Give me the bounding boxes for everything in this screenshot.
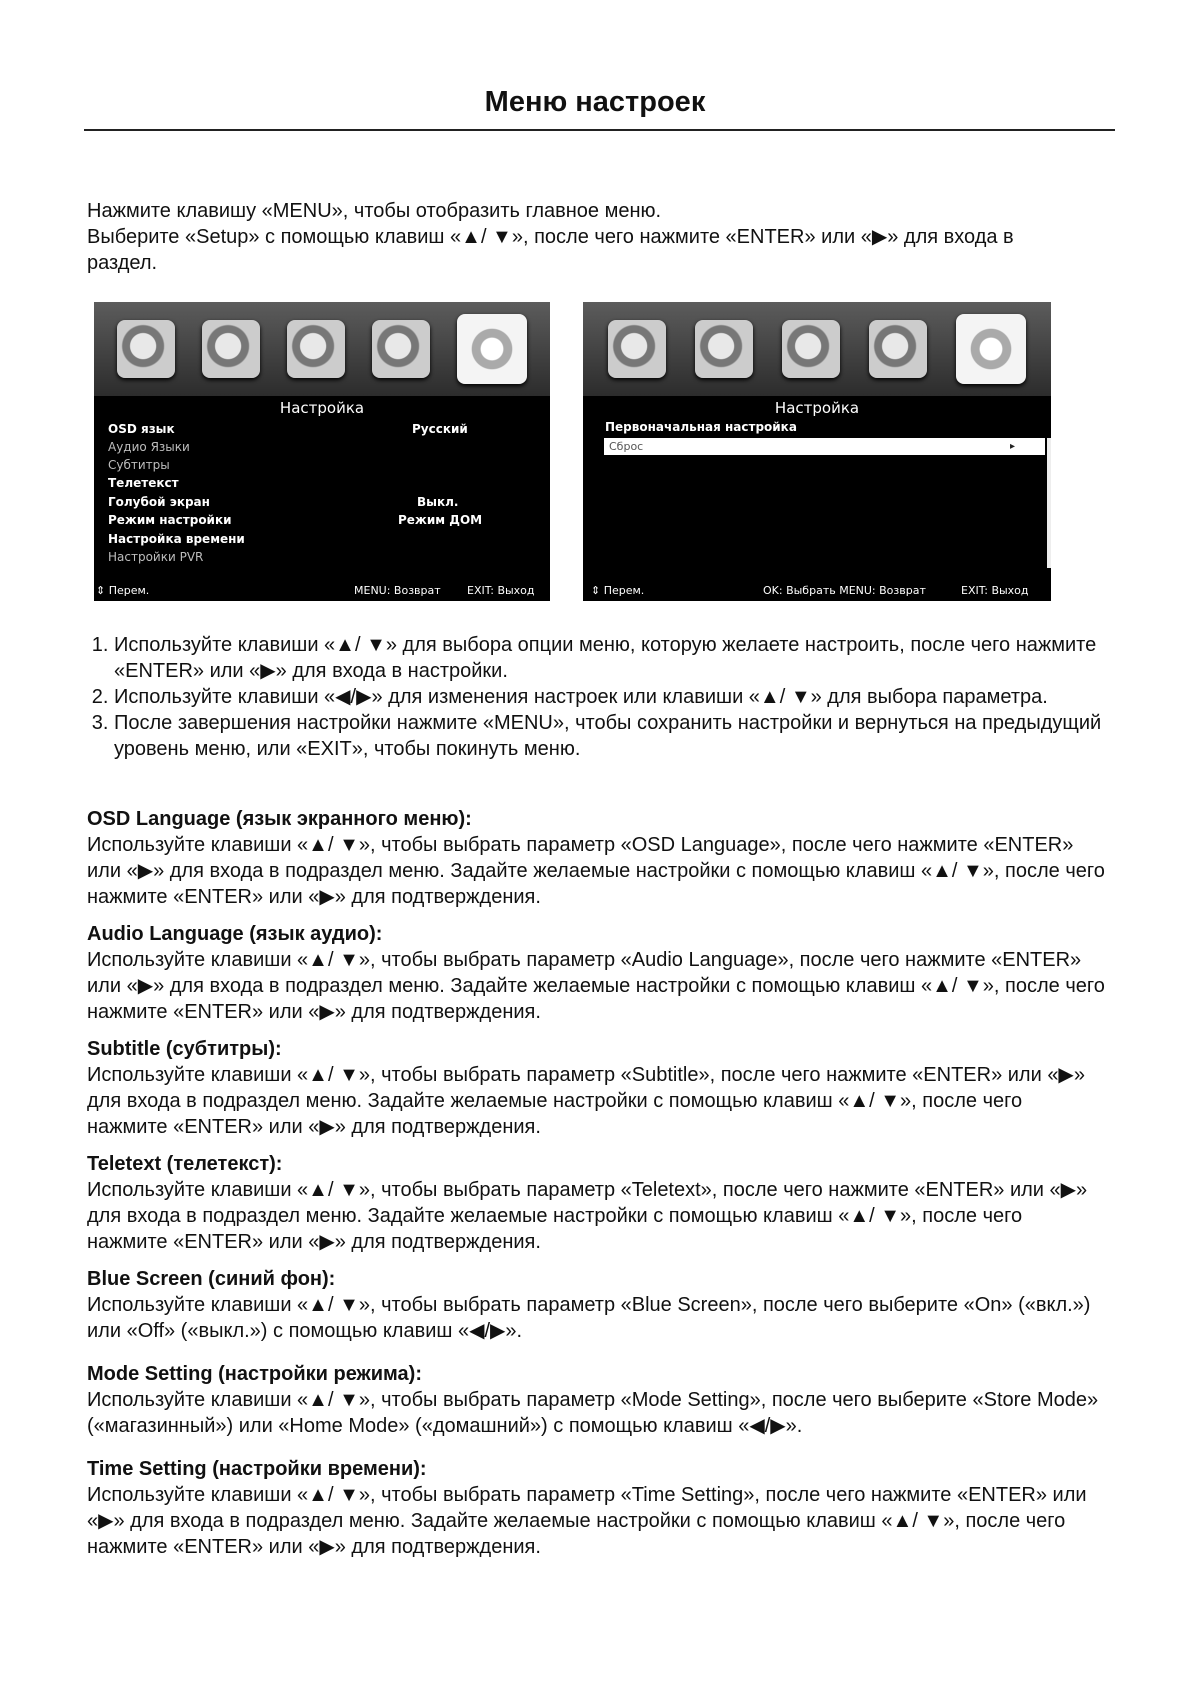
intro-line-1: Нажмите клавишу «MENU», чтобы отобразить главное меню. (87, 200, 662, 222)
section-body: Используйте клавиши «▲/ ▼», чтобы выбрать параметр «Blue Screen», после чего выберите «On» («вкл.») или «Off» («выкл.») с помощью клавиш «◀/▶». (87, 1294, 1091, 1342)
channel-menu-icon (287, 320, 345, 378)
step-item: 1. Используйте клавиши «▲/ ▼» для выбора опции меню, которую желаете настроить, после чего нажмите «ENTER» или «▶» для входа в настройки. (114, 632, 1124, 684)
section-heading: Time Setting (настройки времени): (87, 1458, 427, 1480)
channel-menu-icon (782, 320, 840, 378)
submenu-arrow-icon: ▸ (1009, 441, 1015, 452)
setup-gear-icon (457, 314, 527, 384)
sound-menu-icon (695, 320, 753, 378)
footer-exit-hint: EXIT: Выход (961, 584, 1029, 597)
menu-item-value: Режим ДОМ (398, 513, 483, 527)
setup-menu-panel (583, 396, 1051, 601)
menu-item: Настройки PVR (108, 550, 204, 564)
section-mode-setting (87, 1361, 1107, 1439)
menu-item-selected (604, 438, 1045, 455)
move-arrows-icon: ⇕ (96, 584, 109, 597)
intro-text (87, 198, 1087, 276)
section-teletext (87, 1151, 1107, 1255)
page-title: Меню настроек (484, 86, 706, 118)
footer-move-hint: Перем. (603, 584, 645, 597)
lock-menu-icon (869, 320, 927, 378)
move-arrows-icon: ⇕ (591, 584, 604, 597)
menu-item: Настройка времени (108, 532, 245, 546)
picture-menu-icon (608, 320, 666, 378)
section-heading: Subtitle (субтитры): (87, 1038, 282, 1060)
menu-item-label: Сброс (609, 440, 644, 453)
menu-icon-bar (583, 302, 1051, 396)
step-item: 2. Используйте клавиши «◀/▶» для изменения настроек или клавиши «▲/ ▼» для выбора параметра. (114, 684, 1124, 710)
scrollbar (1047, 438, 1051, 568)
menu-item: Первоначальная настройка (605, 420, 797, 434)
setup-gear-icon (956, 314, 1026, 384)
setup-menu-panel (94, 396, 550, 601)
menu-item: OSD язык (108, 422, 175, 436)
menu-item: Голубой экран (108, 495, 210, 509)
menu-icon-bar (94, 302, 550, 396)
menu-title: Настройка (279, 399, 365, 417)
title-divider (84, 129, 1115, 131)
section-body: Используйте клавиши «▲/ ▼», чтобы выбрать параметр «OSD Language», после чего нажмите «ENTER» или «▶» для входа в подраздел меню. Задайте желаемые настройки с помощью клавиш «▲/ ▼», после чего нажмите «ENTER» или «▶» для подтверждения. (87, 834, 1105, 908)
menu-item: Телетекст (108, 476, 179, 490)
section-body: Используйте клавиши «▲/ ▼», чтобы выбрать параметр «Subtitle», после чего нажмите «ENTER» или «▶» для входа в подраздел меню. Задайте желаемые настройки с помощью клавиш «▲/ ▼», после чего нажмите «ENTER» или «▶» для подтверждения. (87, 1064, 1085, 1138)
menu-item-value: Русский (412, 422, 468, 436)
instruction-steps (87, 632, 1124, 762)
lock-menu-icon (372, 320, 430, 378)
menu-title: Настройка (774, 399, 860, 417)
section-body: Используйте клавиши «▲/ ▼», чтобы выбрать параметр «Teletext», после чего нажмите «ENTER» или «▶» для входа в подраздел меню. Задайте желаемые настройки с помощью клавиш «▲/ ▼», после чего нажмите «ENTER» или «▶» для подтверждения. (87, 1179, 1088, 1253)
section-body: Используйте клавиши «▲/ ▼», чтобы выбрать параметр «Audio Language», после чего нажмите «ENTER» или «▶» для входа в подраздел меню. Задайте желаемые настройки с помощью клавиш «▲/ ▼», после чего нажмите «ENTER» или «▶» для подтверждения. (87, 949, 1105, 1023)
section-body: Используйте клавиши «▲/ ▼», чтобы выбрать параметр «Mode Setting», после чего выберите «Store Mode» («магазинный») или «Home Mode» («домашний») с помощью клавиш «◀/▶». (87, 1389, 1099, 1437)
section-osd-language (87, 806, 1107, 910)
intro-line-2: Выберите «Setup» с помощью клавиш «▲/ ▼», после чего нажмите «ENTER» или «▶» для входа в раздел. (87, 226, 1014, 274)
picture-menu-icon (117, 320, 175, 378)
menu-item: Режим настройки (108, 513, 232, 527)
section-heading: Audio Language (язык аудио): (87, 923, 383, 945)
section-subtitle (87, 1036, 1107, 1140)
tv-menu-screenshot-reset (583, 302, 1051, 601)
menu-item: Субтитры (108, 458, 170, 472)
footer-menu-hint: MENU: Возврат (354, 584, 441, 597)
section-body: Используйте клавиши «▲/ ▼», чтобы выбрать параметр «Time Setting», после чего нажмите «ENTER» или «▶» для входа в подраздел меню. Задайте желаемые настройки с помощью клавиш «▲/ ▼», после чего нажмите «ENTER» или «▶» для подтверждения. (87, 1484, 1087, 1558)
menu-item-value: Выкл. (417, 495, 459, 509)
sound-menu-icon (202, 320, 260, 378)
footer-exit-hint: EXIT: Выход (467, 584, 535, 597)
section-blue-screen (87, 1266, 1107, 1344)
footer-ok-hint: OK: Выбрать MENU: Возврат (763, 584, 926, 597)
section-heading: Mode Setting (настройки режима): (87, 1363, 422, 1385)
step-item: 3. После завершения настройки нажмите «MENU», чтобы сохранить настройки и вернуться на предыдущий уровень меню, или «EXIT», чтобы покинуть меню. (114, 710, 1124, 762)
tv-menu-screenshot-setup (94, 302, 550, 601)
menu-item: Аудио Языки (108, 440, 190, 454)
section-heading: OSD Language (язык экранного меню): (87, 808, 472, 830)
section-time-setting (87, 1456, 1107, 1560)
section-heading: Teletext (телетекст): (87, 1153, 283, 1175)
section-heading: Blue Screen (синий фон): (87, 1268, 336, 1290)
section-audio-language (87, 921, 1107, 1025)
footer-move-hint: Перем. (108, 584, 150, 597)
